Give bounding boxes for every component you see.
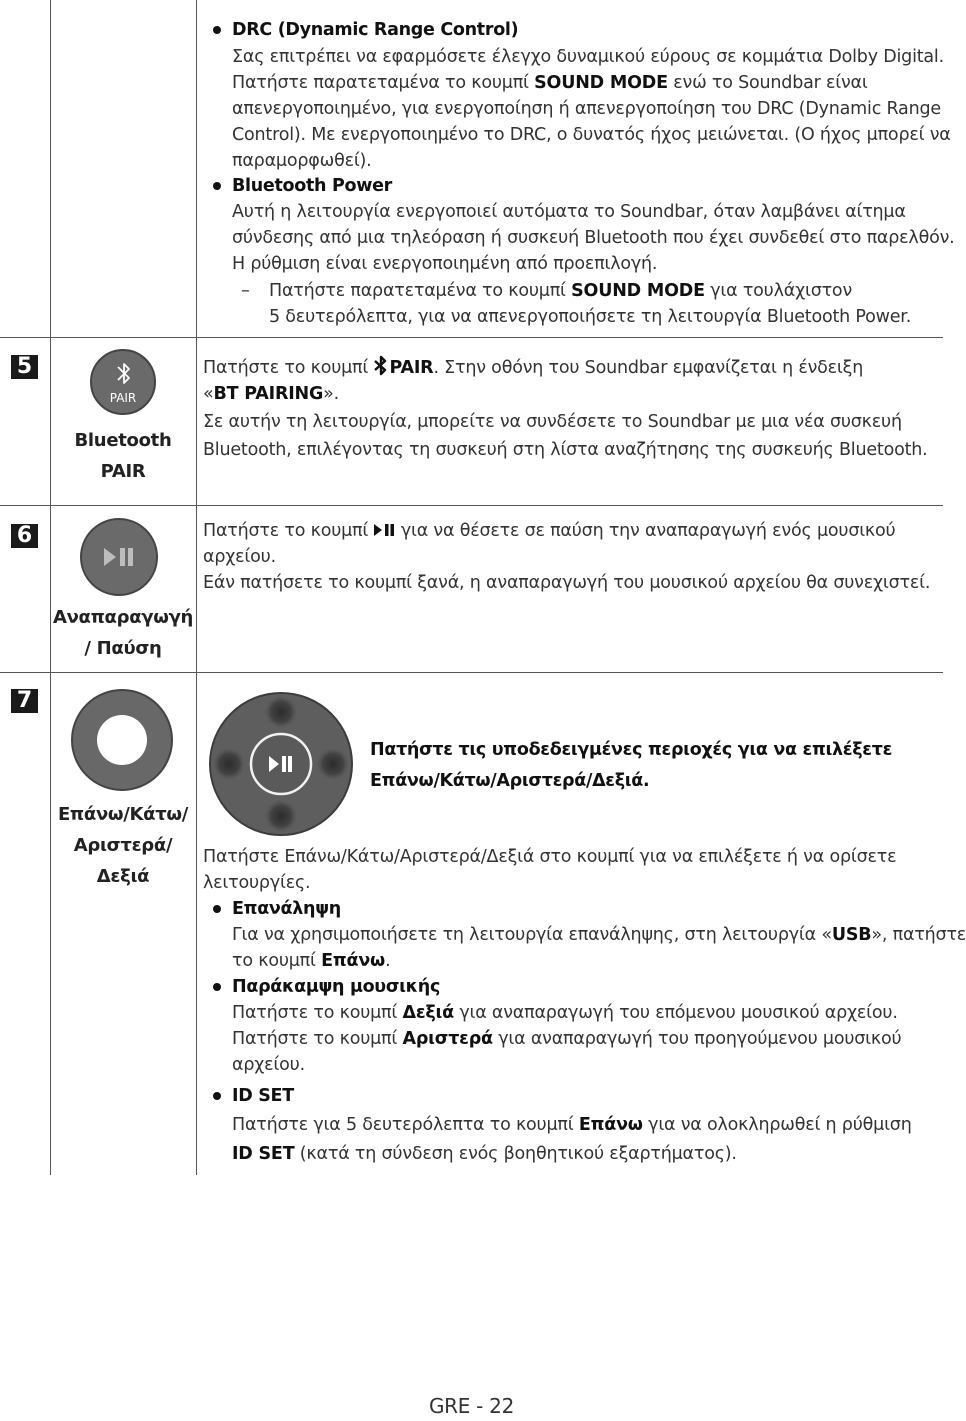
direction-pad-diagram — [207, 690, 355, 838]
drc-line-3: απενεργοποιημένο, για ενεργοποίηση ή απενεργοποίηση του DRC (Dynamic Range — [232, 99, 941, 119]
play-pause-button — [80, 518, 158, 596]
row5-description: Πατήστε το κουμπί PAIR. Στην οθόνη του Soundbar εμφανίζεται η ένδειξη «BT PAIRING». Σε αυτήν τη λειτουργία, μπορείτε να συνδέσετε το Soundbar με μια νέα συσκευή Bluetooth, επιλέγοντας τη συσκευή στη λίστα αναζήτησης της συσκευής Bluetooth. — [203, 355, 928, 463]
bullet-dot — [213, 26, 221, 34]
row-number-5: 5 — [11, 355, 38, 379]
drc-line-1: Σας επιτρέπει να εφαρμόσετε έλεγχο δυναμικού εύρους σε κομμάτια Dolby Digital. — [232, 47, 944, 67]
bt-power-line-3: Η ρύθμιση είναι ενεργοποιημένη από προεπιλογή. — [232, 254, 658, 274]
drc-line-5: παραμορφωθεί). — [232, 151, 372, 171]
idset-title: ID SET — [232, 1086, 294, 1106]
sound-mode-key: SOUND MODE — [571, 281, 705, 301]
page-number: GRE - 22 — [428, 1394, 514, 1418]
bluetooth-pair-button — [90, 349, 156, 415]
idset-description: Πατήστε για 5 δευτερόλεπτα το κουμπί Επάνω για να ολοκληρωθεί η ρύθμιση ID SET (κατά τη σύνδεση ενός βοηθητικού εξαρτήματος). — [232, 1115, 912, 1164]
row-divider-5 — [0, 337, 943, 338]
up-zone — [264, 695, 298, 729]
bullet-dot — [213, 1092, 221, 1100]
bt-power-line-2: σύνδεσης από μια τηλεόραση ή συσκευή Bluetooth που έχει συνδεθεί στο παρελθόν. — [232, 228, 955, 248]
row-number-7: 7 — [11, 689, 38, 713]
down-zone — [264, 799, 298, 833]
skip-description: Πατήστε το κουμπί Δεξιά για αναπαραγωγή του επόμενου μουσικού αρχείου. Πατήστε το κουμπί Αριστερά για αναπαραγωγή του προηγούμενου μουσικού αρχείου. — [232, 1003, 902, 1075]
table-border-middle — [196, 0, 197, 1175]
direction-callout: Πατήστε τις υποδεδειγμένες περιοχές για να επιλέξετε Επάνω/Κάτω/Αριστερά/Δεξιά. — [370, 740, 893, 791]
sound-mode-key: SOUND MODE — [534, 73, 668, 93]
row-divider-6 — [0, 505, 943, 506]
direction-ring-button — [71, 689, 173, 791]
bullet-dot — [213, 983, 221, 991]
bt-power-title: Bluetooth Power — [232, 176, 393, 196]
drc-line-4: Control). Με ενεργοποιημένο το DRC, ο δυνατός ήχος μειώνεται. (Ο ήχος μπορεί να — [232, 125, 951, 145]
pair-button-text: PAIR — [109, 391, 137, 405]
row-divider-7 — [0, 672, 943, 673]
drc-line-2: Πατήστε παρατεταμένα το κουμπί SOUND MODE ενώ το Soundbar είναι — [232, 73, 868, 93]
repeat-description: Για να χρησιμοποιήσετε τη λειτουργία επανάληψης, στη λειτουργία «USB», πατήστε το κουμπί Επάνω. — [232, 925, 966, 971]
dash-marker: – — [241, 281, 250, 301]
left-zone — [212, 747, 246, 781]
row6-description: Πατήστε το κουμπί για να θέσετε σε παύση την αναπαραγωγή ενός μουσικού αρχείου. Εάν πατήσετε το κουμπί ξανά, η αναπαραγωγή του μουσικού αρχείου θα συνεχιστεί. — [203, 521, 931, 593]
bt-power-subnote: Πατήστε παρατεταμένα το κουμπί SOUND MODE για τουλάχιστον 5 δευτερόλεπτα, για να απενεργοποιήσετε τη λειτουργία Bluetooth Power. — [269, 281, 912, 327]
right-zone — [316, 747, 350, 781]
play-pause-label: Αναπαραγωγή / Παύση — [52, 607, 194, 659]
drc-title: DRC (Dynamic Range Control) — [232, 20, 519, 40]
row7-intro: Πατήστε Επάνω/Κάτω/Αριστερά/Δεξιά στο κουμπί για να επιλέξετε ή να ορίσετε λειτουργίες. — [203, 847, 897, 893]
table-border-left — [50, 0, 51, 1175]
bluetooth-icon — [114, 359, 134, 389]
bullet-dot — [213, 182, 221, 190]
bluetooth-icon — [373, 355, 389, 377]
row-number-6: 6 — [11, 524, 38, 548]
play-pause-icon — [373, 523, 395, 537]
bluetooth-pair-label: Bluetooth PAIR — [74, 430, 172, 482]
bt-power-line-1: Αυτή η λειτουργία ενεργοποιεί αυτόματα το Soundbar, όταν λαμβάνει αίτημα — [232, 202, 906, 222]
bt-power-description — [232, 199, 955, 277]
bullet-dot — [213, 905, 221, 913]
skip-title: Παράκαμψη μουσικής — [232, 977, 441, 997]
direction-ring-center — [97, 715, 147, 765]
play-pause-icon — [102, 546, 136, 568]
direction-label: Επάνω/Κάτω/ Αριστερά/ Δεξιά — [57, 804, 189, 887]
repeat-title: Επανάληψη — [232, 899, 341, 919]
drc-description — [232, 44, 951, 174]
